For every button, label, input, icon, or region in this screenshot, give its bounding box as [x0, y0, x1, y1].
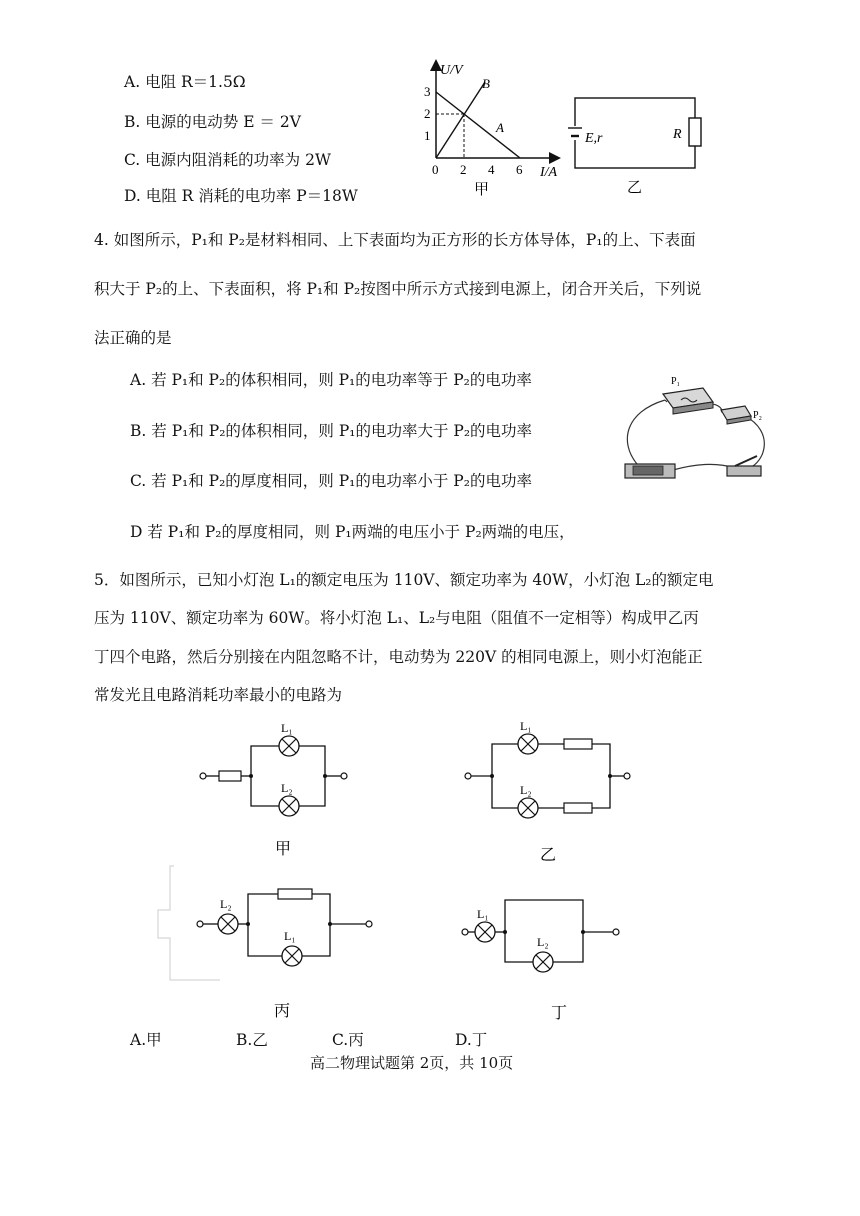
lamp-l1-icon [279, 736, 299, 756]
q5-stem-line-1: 5．如图所示，已知小灯泡 L₁的额定电压为 110V、额定功率为 40W，小灯泡 L₂的额定电 [94, 571, 714, 589]
q3-option-a: A. 电阻 R＝1.5Ω [124, 73, 246, 91]
q4-option-b: B. 若 P₁和 P₂的体积相同，则 P₁的电功率大于 P₂的电功率 [130, 422, 533, 440]
q5-answer-b: B.乙 [236, 1031, 268, 1049]
q5-stem-line-4: 常发光且电路消耗功率最小的电路为 [94, 686, 343, 704]
y-axis-label: U/V [440, 63, 463, 78]
svg-text:R: R [673, 127, 682, 142]
svg-text:2: 2 [424, 106, 431, 121]
line-b-label: B [482, 76, 490, 91]
lamp-l2-icon [518, 798, 538, 818]
svg-text:3: 3 [424, 84, 431, 99]
circuit-jia [195, 718, 375, 858]
circuit-bing [150, 862, 390, 1024]
resistor-icon [689, 118, 701, 146]
graph-caption: 甲 [474, 182, 490, 198]
q4-option-c: C. 若 P₁和 P₂的厚度相同，则 P₁的电功率小于 P₂的电功率 [130, 472, 532, 490]
line-a [436, 92, 520, 158]
circuit-ding [455, 886, 635, 1026]
svg-text:L₂: L₂ [537, 935, 549, 949]
q5-stem-line-2: 压为 110V、额定功率为 60W。将小灯泡 L₁、L₂与电阻（阻值不一定相等）构成甲乙丙 [94, 609, 699, 627]
q4-stem-line-1: 4. 如图所示，P₁和 P₂是材料相同、上下表面均为正方形的长方体导体，P₁的上、下表面 [94, 231, 696, 249]
svg-text:1: 1 [424, 128, 431, 143]
q4-option-d: D 若 P₁和 P₂的厚度相同，则 P₁两端的电压小于 P₂两端的电压， [130, 523, 575, 541]
resistor-icon [219, 771, 241, 781]
page-footer: 高二物理试题第 2页，共 10页 [310, 1054, 514, 1072]
switch-icon [727, 466, 761, 476]
q4-option-a: A. 若 P₁和 P₂的体积相同，则 P₁的电功率等于 P₂的电功率 [130, 371, 532, 389]
resistor-icon [564, 739, 592, 749]
q3-option-c: C. 电源内阻消耗的功率为 2W [124, 151, 331, 169]
lamp-l2-icon [533, 952, 553, 972]
resistor-icon [278, 889, 312, 899]
svg-text:0: 0 [432, 162, 439, 177]
svg-text:4: 4 [488, 162, 495, 177]
lamp-l1-icon [518, 734, 538, 754]
svg-text:2: 2 [460, 162, 467, 177]
svg-text:6: 6 [516, 162, 523, 177]
svg-text:L₂: L₂ [281, 781, 293, 795]
q4-stem-line-3: 法正确的是 [94, 329, 172, 347]
svg-text:L₁: L₁ [477, 907, 489, 921]
q5-answer-a: A.甲 [130, 1031, 162, 1049]
svg-text:L₁: L₁ [281, 721, 293, 735]
x-axis-label: I/A [540, 165, 558, 180]
q5-answer-c: C.丙 [332, 1031, 364, 1049]
q3-option-b: B. 电源的电动势 E ＝ 2V [124, 113, 301, 131]
svg-text:P₂: P₂ [753, 410, 763, 421]
svg-text:L₂: L₂ [520, 783, 532, 797]
q3-circuit [565, 88, 715, 198]
q5-answer-d: D.丁 [455, 1031, 488, 1049]
circuit-caption-ding: 丁 [551, 1005, 568, 1022]
lamp-l2-icon [279, 796, 299, 816]
circuit-caption-jia: 甲 [275, 841, 292, 858]
q3-option-d: D. 电阻 R 消耗的电功率 P＝18W [124, 187, 358, 205]
lamp-l2-icon [218, 914, 238, 934]
circuit-caption: 乙 [627, 180, 643, 196]
circuit-yi [460, 718, 640, 866]
svg-text:L₁: L₁ [520, 719, 532, 733]
lamp-l1-icon [475, 922, 495, 942]
q4-conductor-figure [615, 372, 775, 488]
svg-text:P₁: P₁ [671, 376, 681, 387]
q3-ui-graph [420, 58, 570, 208]
line-b [436, 82, 485, 158]
q5-stem-line-3: 丁四个电路，然后分别接在内阻忽略不计，电动势为 220V 的相同电源上，则小灯泡能正 [94, 648, 703, 666]
line-a-label: A [496, 120, 504, 135]
lamp-l1-icon [282, 946, 302, 966]
svg-text:E,r: E,r [585, 131, 603, 146]
resistor-icon [564, 803, 592, 813]
circuit-caption-bing: 丙 [274, 1003, 291, 1020]
circuit-caption-yi: 乙 [540, 847, 557, 864]
svg-text:L₂: L₂ [220, 897, 232, 911]
q4-stem-line-2: 积大于 P₂的上、下表面积，将 P₁和 P₂按图中所示方式接到电源上，闭合开关后，下列说 [94, 280, 702, 298]
svg-text:L₁: L₁ [284, 929, 296, 943]
